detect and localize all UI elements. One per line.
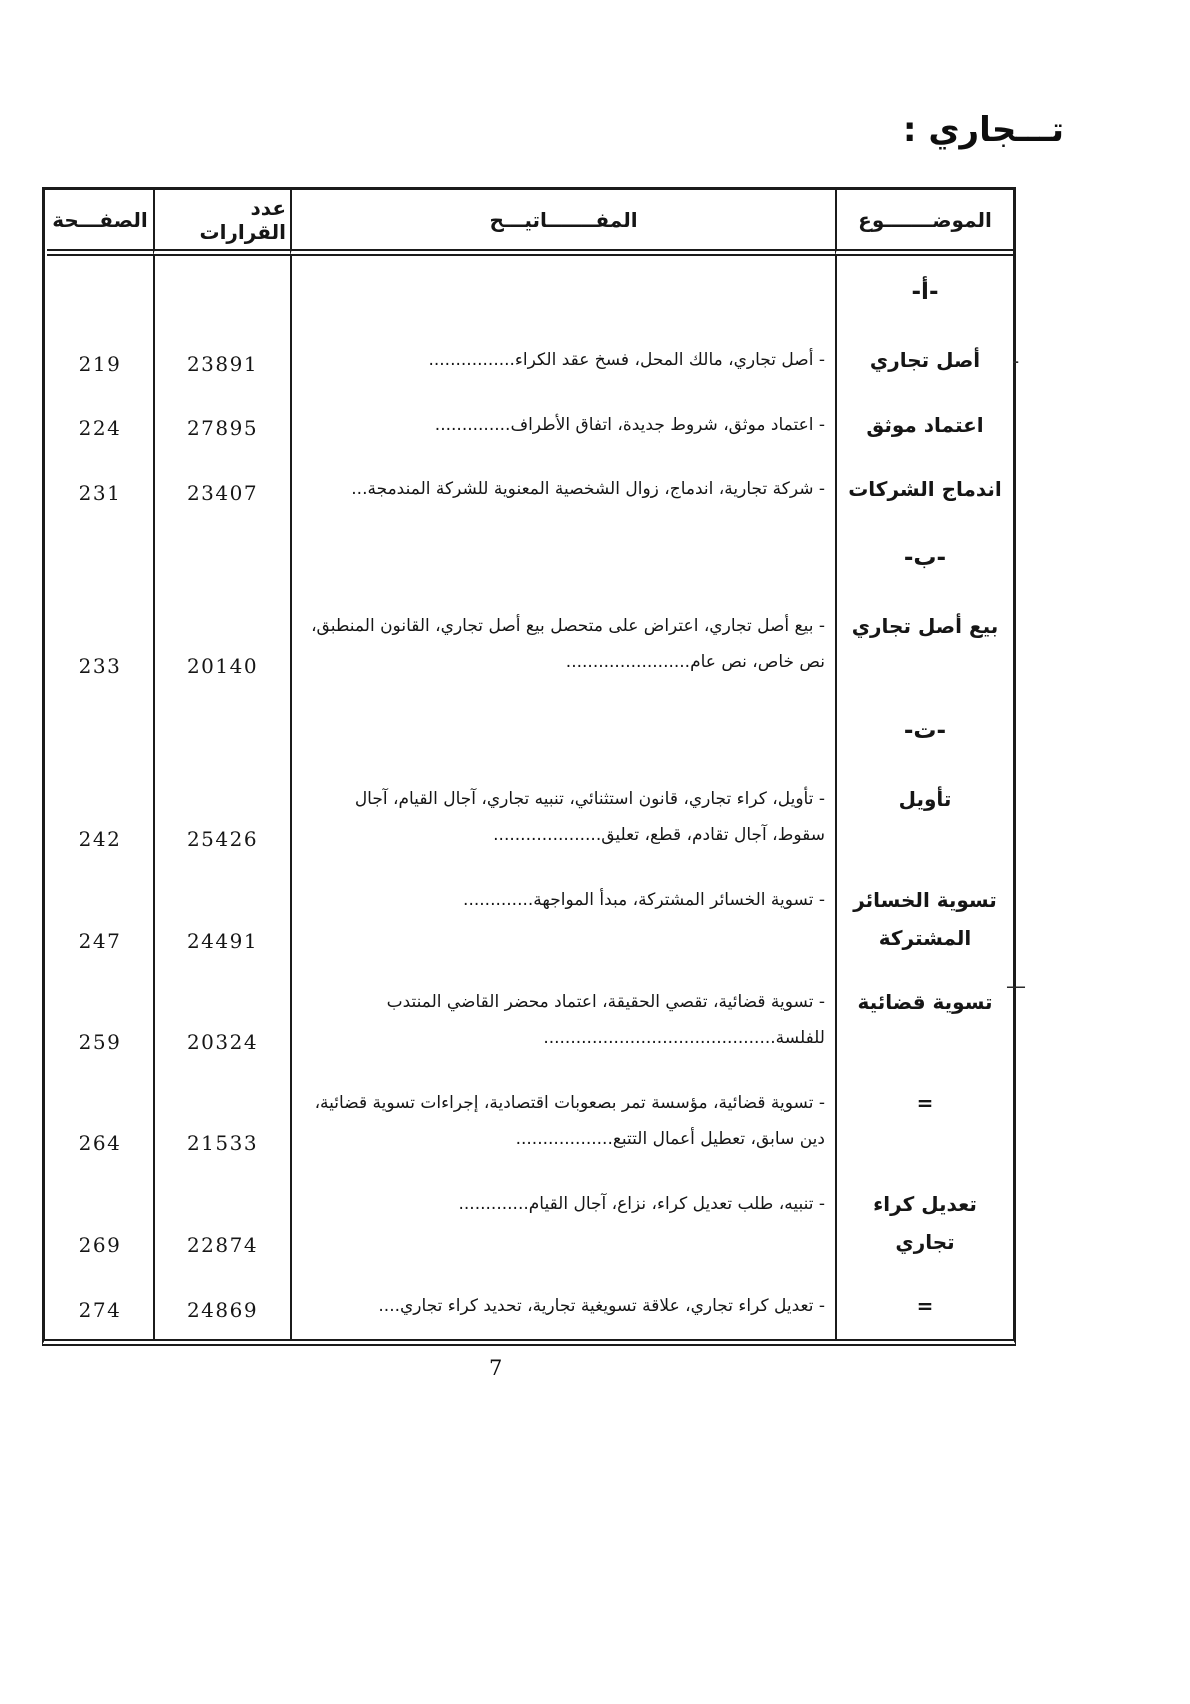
decisions-count-cell: 21533 (153, 1071, 290, 1172)
section-label: -أ- (835, 256, 1013, 328)
index-table (42, 187, 1016, 1346)
keys-cell: - بيع أصل تجاري، اعتراض على متحصل بيع أصل تجاري، القانون المنطبق، نص خاص، نص عام....................... (290, 594, 835, 695)
subject-cell: تعديل كراء تجاري (835, 1172, 1013, 1274)
decisions-count-cell: 20140 (153, 594, 290, 695)
subject-cell: تسوية الخسائر المشتركة (835, 868, 1013, 970)
keys-cell: - تنبيه، طلب تعديل كراء، نزاع، آجال القيام............. (290, 1172, 835, 1274)
keys-cell-empty (290, 522, 835, 594)
subject-cell: بيع أصل تجاري (835, 594, 1013, 695)
subject-cell: اندماج الشركات (835, 457, 1013, 522)
document-title: تـــجاري : (902, 110, 1064, 150)
page-ref-cell: 233 (78, 653, 122, 678)
keys-cell: - أصل تجاري، مالك المحل، فسخ عقد الكراء................ (290, 328, 835, 393)
subject-cell: أصل تجاري (835, 328, 1013, 393)
decisions-count-cell: 22874 (153, 1172, 290, 1274)
margin-mark: — (1006, 974, 1026, 998)
keys-cell: - تسوية قضائية، مؤسسة تمر بصعوبات اقتصادية، إجراءات تسوية قضائية، دين سابق، تعطيل أعمال التتبع.................. (290, 1071, 835, 1172)
page-ref-cell: 247 (78, 928, 122, 953)
keys-cell: - تسوية الخسائر المشتركة، مبدأ المواجهة............. (290, 868, 835, 970)
subject-cell: تأويل (835, 767, 1013, 868)
margin-mark: - (1012, 349, 1020, 373)
subject-cell: = (835, 1071, 1013, 1172)
decisions-cell-empty (153, 695, 290, 767)
page-ref-cell: 219 (78, 351, 122, 376)
keys-cell: - تسوية قضائية، تقصي الحقيقة، اعتماد محضر القاضي المنتدب للفلسة........................................... (290, 970, 835, 1071)
decisions-cell-empty (153, 522, 290, 594)
section-label: -ب- (835, 522, 1013, 594)
page-ref-cell: 264 (78, 1131, 122, 1156)
decisions-count-cell: 24869 (153, 1274, 290, 1339)
decisions-count-cell: 27895 (153, 393, 290, 458)
column-header-page: الصفـــحة (47, 190, 153, 256)
subject-cell: اعتماد موثق (835, 393, 1013, 458)
keys-cell: - تأويل، كراء تجاري، قانون استثنائي، تنبيه تجاري، آجال القيام، آجال سقوط، آجال تقادم، قطع، تعليق.................... (290, 767, 835, 868)
decisions-count-cell: 20324 (153, 970, 290, 1071)
page-ref-cell: 259 (78, 1029, 122, 1054)
keys-cell-empty (290, 695, 835, 767)
keys-cell-empty (290, 256, 835, 328)
page-ref-cell: 269 (78, 1233, 122, 1258)
decisions-count-cell: 25426 (153, 767, 290, 868)
page-cell-empty (47, 522, 153, 594)
decisions-count-cell: 24491 (153, 868, 290, 970)
page-ref-cell: 274 (78, 1297, 122, 1322)
subject-cell: = (835, 1274, 1013, 1339)
subject-cell: تسوية قضائية (835, 970, 1013, 1071)
decisions-count-cell: 23407 (153, 457, 290, 522)
keys-cell: - شركة تجارية، اندماج، زوال الشخصية المعنوية للشركة المندمجة... (290, 457, 835, 522)
page-cell-empty (47, 695, 153, 767)
column-header-decisions-count: عدد القرارات (153, 190, 290, 256)
decisions-cell-empty (153, 256, 290, 328)
keys-cell: - اعتماد موثق، شروط جديدة، اتفاق الأطراف.............. (290, 393, 835, 458)
keys-cell: - تعديل كراء تجاري، علاقة تسويغية تجارية، تحديد كراء تجاري.... (290, 1274, 835, 1339)
page-ref-cell: 242 (78, 826, 122, 851)
page-number: 7 (489, 1356, 503, 1380)
section-label: -ت- (835, 695, 1013, 767)
page-cell-empty (47, 256, 153, 328)
decisions-count-cell: 23891 (153, 328, 290, 393)
page-ref-cell: 224 (78, 416, 122, 441)
column-header-keys: المفـــــــاتيـــح (290, 190, 835, 256)
page-ref-cell: 231 (78, 480, 122, 505)
column-header-subject: الموضـــــــوع (835, 190, 1013, 256)
